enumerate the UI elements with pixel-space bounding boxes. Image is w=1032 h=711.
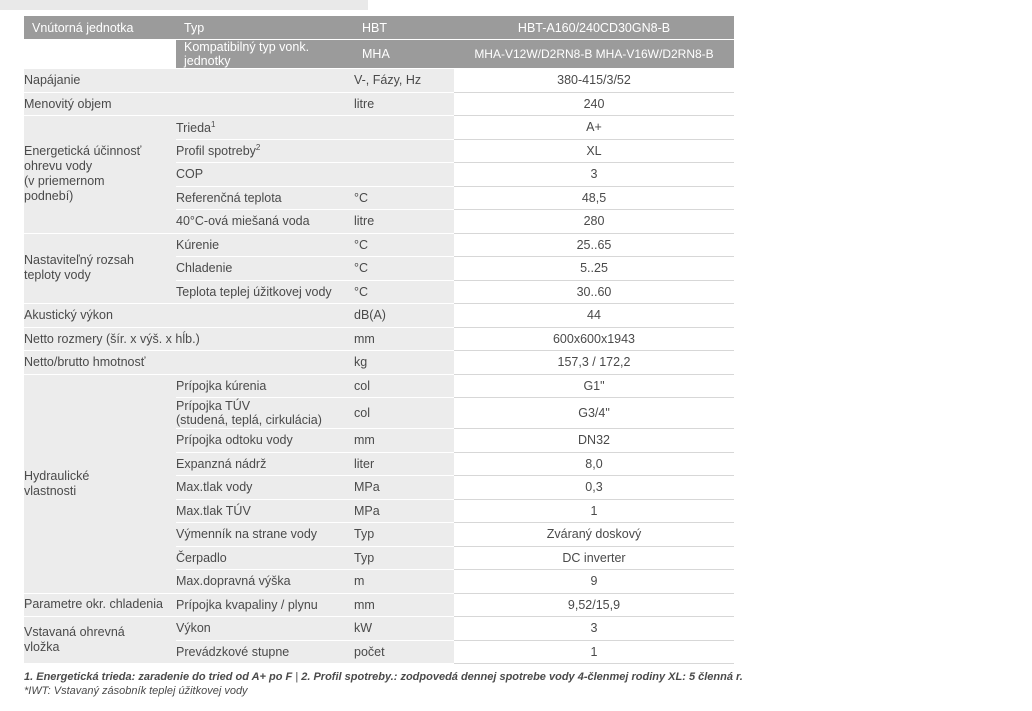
table-row [24, 351, 734, 375]
row-value-cop: 3 [454, 163, 734, 187]
row-unit-pump: Typ [354, 546, 454, 570]
row-value-max-head: 9 [454, 570, 734, 594]
header-type-label: Typ [176, 16, 354, 40]
row-label-max-water-pressure: Max.tlak vody [176, 476, 354, 500]
row-unit-class [354, 116, 454, 140]
row-unit-heating-connection: col [354, 374, 454, 398]
row-label-sound-power: Akustický výkon [24, 304, 354, 328]
row-label-expansion-vessel: Expanzná nádrž [176, 452, 354, 476]
row-unit-water-side-exchanger: Typ [354, 523, 454, 547]
group-line-2: teploty vody [24, 268, 91, 283]
table-row [24, 617, 734, 641]
row-value-drain-connection: DN32 [454, 429, 734, 453]
row-unit-power-supply: V-, Fázy, Hz [354, 69, 454, 93]
row-label-water-side-exchanger: Výmenník na strane vody [176, 523, 354, 547]
row-value-water-side-exchanger: Zváraný doskový [454, 523, 734, 547]
table-row [24, 374, 734, 398]
row-label-class-text: Trieda [176, 120, 211, 135]
group-label-builtin-heater [24, 617, 176, 664]
row-unit-net-dimensions: mm [354, 327, 454, 351]
row-value-nominal-volume: 240 [454, 92, 734, 116]
row-label-net-dimensions: Netto rozmery (šír. x výš. x hĺb.) [24, 327, 354, 351]
group-label-hydraulic-properties [24, 374, 176, 593]
footnote-line-1 [24, 670, 904, 684]
row-unit-liquid-gas-connection: mm [354, 593, 454, 617]
row-unit-cop [354, 163, 454, 187]
group-line-1: Energetická účinnosť [24, 144, 142, 159]
row-value-mixed-water-40c: 280 [454, 210, 734, 234]
row-value-heating: 25..65 [454, 233, 734, 257]
footnote-separator: | [292, 671, 302, 683]
row-label-class [176, 116, 354, 140]
group-line-1: Vstavaná ohrevná [24, 625, 125, 639]
row-label-dhw-connection-line-1: Prípojka TÚV [176, 399, 251, 413]
top-bar-decoration [0, 0, 368, 10]
row-value-net-dimensions: 600x600x1943 [454, 327, 734, 351]
row-value-pump: DC inverter [454, 546, 734, 570]
row-label-drain-connection: Prípojka odtoku vody [176, 429, 354, 453]
group-line-2: vložka [24, 640, 60, 654]
row-value-liquid-gas-connection: 9,52/15,9 [454, 593, 734, 617]
row-unit-sound-power: dB(A) [354, 304, 454, 328]
row-label-max-dhw-pressure: Max.tlak TÚV [176, 499, 354, 523]
table-row [24, 69, 734, 93]
header-code-mha: MHA [354, 40, 454, 69]
row-label-pump: Čerpadlo [176, 546, 354, 570]
row-label-dhw-connection [176, 398, 354, 429]
table-row [24, 116, 734, 140]
table-header-row [24, 16, 734, 40]
row-unit-net-gross-weight: kg [354, 351, 454, 375]
row-value-net-gross-weight: 157,3 / 172,2 [454, 351, 734, 375]
row-unit-max-head: m [354, 570, 454, 594]
footnote-line-2: *IWT: Vstavaný zásobník teplej úžitkovej vody [24, 685, 248, 697]
row-label-cop: COP [176, 163, 354, 187]
row-value-max-water-pressure: 0,3 [454, 476, 734, 500]
row-label-heating: Kúrenie [176, 233, 354, 257]
table-row [24, 233, 734, 257]
row-label-mixed-water-40c: 40°C-ová miešaná voda [176, 210, 354, 234]
group-line-2: vlastnosti [24, 483, 77, 498]
specifications-table [24, 16, 734, 664]
row-label-heater-power: Výkon [176, 617, 354, 641]
row-unit-cooling: °C [354, 257, 454, 281]
group-line-3: (v priemernom [24, 174, 105, 189]
row-unit-max-dhw-pressure: MPa [354, 499, 454, 523]
row-value-operating-stages: 1 [454, 640, 734, 664]
header-model-value: HBT-A160/240CD30GN8-B [454, 16, 734, 40]
row-value-power-supply: 380-415/3/52 [454, 69, 734, 93]
row-label-consumption-profile [176, 139, 354, 163]
row-value-cooling: 5..25 [454, 257, 734, 281]
footnote-marker-2: 2 [255, 143, 261, 153]
row-unit-drain-connection: mm [354, 429, 454, 453]
row-value-heating-connection: G1" [454, 374, 734, 398]
row-unit-reference-temperature: °C [354, 186, 454, 210]
row-unit-consumption-profile [354, 139, 454, 163]
footnotes [24, 670, 904, 698]
table-row [24, 92, 734, 116]
row-value-dhw-connection: G3/4" [454, 398, 734, 429]
group-line-1: Nastaviteľný rozsah [24, 253, 134, 268]
row-unit-heating: °C [354, 233, 454, 257]
row-value-reference-temperature: 48,5 [454, 186, 734, 210]
row-label-net-gross-weight: Netto/brutto hmotnosť [24, 351, 354, 375]
row-unit-dhw-temperature: °C [354, 280, 454, 304]
row-label-liquid-gas-connection: Prípojka kvapaliny / plynu [176, 593, 354, 617]
row-label-consumption-profile-text: Profil spotreby [176, 144, 256, 159]
row-label-dhw-temperature: Teplota teplej úžitkovej vody [176, 280, 354, 304]
row-label-nominal-volume: Menovitý objem [24, 92, 354, 116]
group-line-2: ohrevu vody [24, 159, 93, 174]
row-value-heater-power: 3 [454, 617, 734, 641]
row-label-operating-stages: Prevádzkové stupne [176, 640, 354, 664]
table-row [24, 327, 734, 351]
table-header-row-2 [24, 40, 734, 69]
group-line-1: Hydraulické [24, 468, 90, 483]
header-compatible-outdoor-label: Kompatibilný typ vonk. jednotky [176, 40, 354, 69]
row-label-power-supply: Napájanie [24, 69, 354, 93]
row-value-sound-power: 44 [454, 304, 734, 328]
table-row [24, 304, 734, 328]
row-label-cooling: Chladenie [176, 257, 354, 281]
header-indoor-unit-label: Vnútorná jednotka [24, 16, 176, 40]
header-compatible-models-value: MHA-V12W/D2RN8-B MHA-V16W/D2RN8-B [454, 40, 734, 69]
row-unit-heater-power: kW [354, 617, 454, 641]
header-blank-cell [24, 40, 176, 69]
footnote-2-text: 2. Profil spotreby.: zodpovedá dennej spotrebe vody 4-členmej rodiny XL: 5 členná r. [301, 671, 743, 683]
row-value-consumption-profile: XL [454, 139, 734, 163]
group-label-water-heating-efficiency [24, 116, 176, 234]
row-value-class: A+ [454, 116, 734, 140]
row-unit-mixed-water-40c: litre [354, 210, 454, 234]
row-unit-operating-stages: počet [354, 640, 454, 664]
table-row [24, 593, 734, 617]
group-line-4: podnebí) [24, 189, 74, 204]
row-label-dhw-connection-line-2: (studená, teplá, cirkulácia) [176, 413, 322, 427]
row-label-heating-connection: Prípojka kúrenia [176, 374, 354, 398]
row-unit-nominal-volume: litre [354, 92, 454, 116]
footnote-1-text: 1. Energetická trieda: zaradenie do tried od A+ po F [24, 671, 293, 683]
row-unit-dhw-connection: col [354, 398, 454, 429]
row-value-dhw-temperature: 30..60 [454, 280, 734, 304]
row-label-max-head: Max.dopravná výška [176, 570, 354, 594]
row-unit-max-water-pressure: MPa [354, 476, 454, 500]
row-unit-expansion-vessel: liter [354, 452, 454, 476]
header-code-hbt: HBT [354, 16, 454, 40]
row-value-expansion-vessel: 8,0 [454, 452, 734, 476]
group-label-adjustable-water-temp-range [24, 233, 176, 304]
row-label-reference-temperature: Referenčná teplota [176, 186, 354, 210]
footnote-marker-1: 1 [210, 119, 216, 129]
group-label-cooling-circuit-parameters: Parametre okr. chladenia [24, 593, 176, 617]
row-value-max-dhw-pressure: 1 [454, 499, 734, 523]
